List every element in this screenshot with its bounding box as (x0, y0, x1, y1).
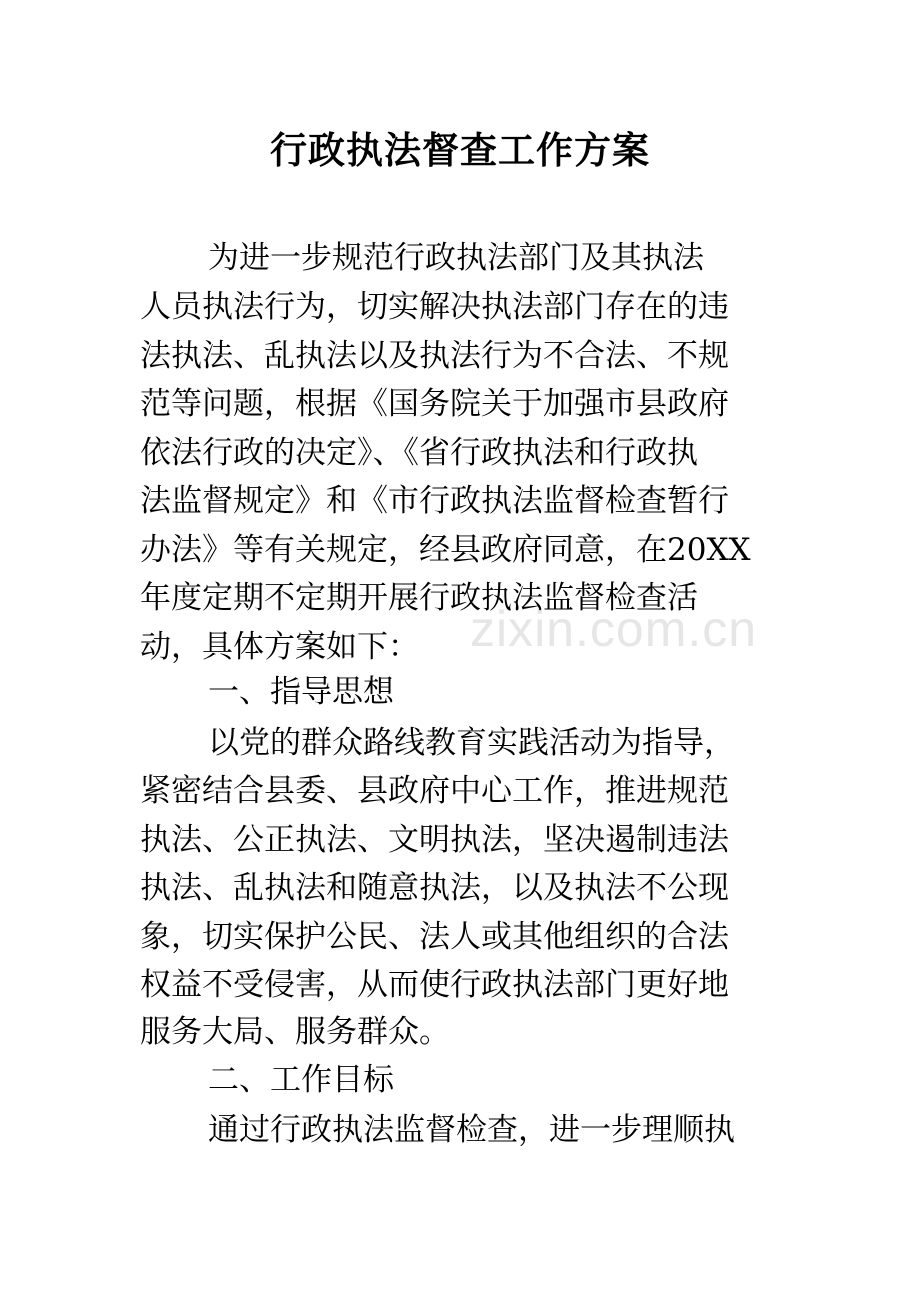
document-title: 行政执法督查工作方案 (270, 128, 650, 172)
paragraph-line: 动，具体方案如下： (140, 629, 419, 665)
paragraph-line: 以党的群众路线教育实践活动为指导， (208, 725, 735, 761)
paragraph-line: 年度定期不定期开展行政执法监督检查活 (140, 580, 698, 616)
paragraph-line: 执法、公正执法、文明执法，坚决遏制违法 (140, 822, 729, 858)
section-heading: 二、工作目标 (208, 1062, 394, 1098)
section-heading: 一、指导思想 (208, 674, 394, 710)
paragraph-line: 法监督规定》和《市行政执法监督检查暂行 (140, 483, 729, 519)
paragraph-line: 通过行政执法监督检查，进一步理顺执 (208, 1112, 735, 1148)
paragraph-line: 执法、乱执法和随意执法，以及执法不公现 (140, 870, 729, 906)
paragraph-line: 紧密结合县委、县政府中心工作，推进规范 (140, 773, 729, 809)
paragraph-line: 法执法、乱执法以及执法行为不合法、不规 (140, 338, 729, 374)
paragraph-line: 依法行政的决定》、《省行政执法和行政执 (140, 435, 698, 471)
paragraph-line: 服务大局、服务群众。 (140, 1014, 450, 1050)
paragraph-line: 象，切实保护公民、法人或其他组织的合法 (140, 919, 729, 955)
paragraph-line: 范等问题，根据《国务院关于加强市县政府 (140, 386, 729, 422)
watermark: zixin.com.cn (470, 601, 758, 657)
paragraph-line: 人员执法行为，切实解决执法部门存在的违 (140, 289, 729, 325)
paragraph-line: 为进一步规范行政执法部门及其执法 (208, 240, 704, 276)
paragraph-line: 权益不受侵害，从而使行政执法部门更好地 (140, 967, 729, 1003)
paragraph-line: 办法》等有关规定，经县政府同意，在20XX (140, 532, 751, 568)
